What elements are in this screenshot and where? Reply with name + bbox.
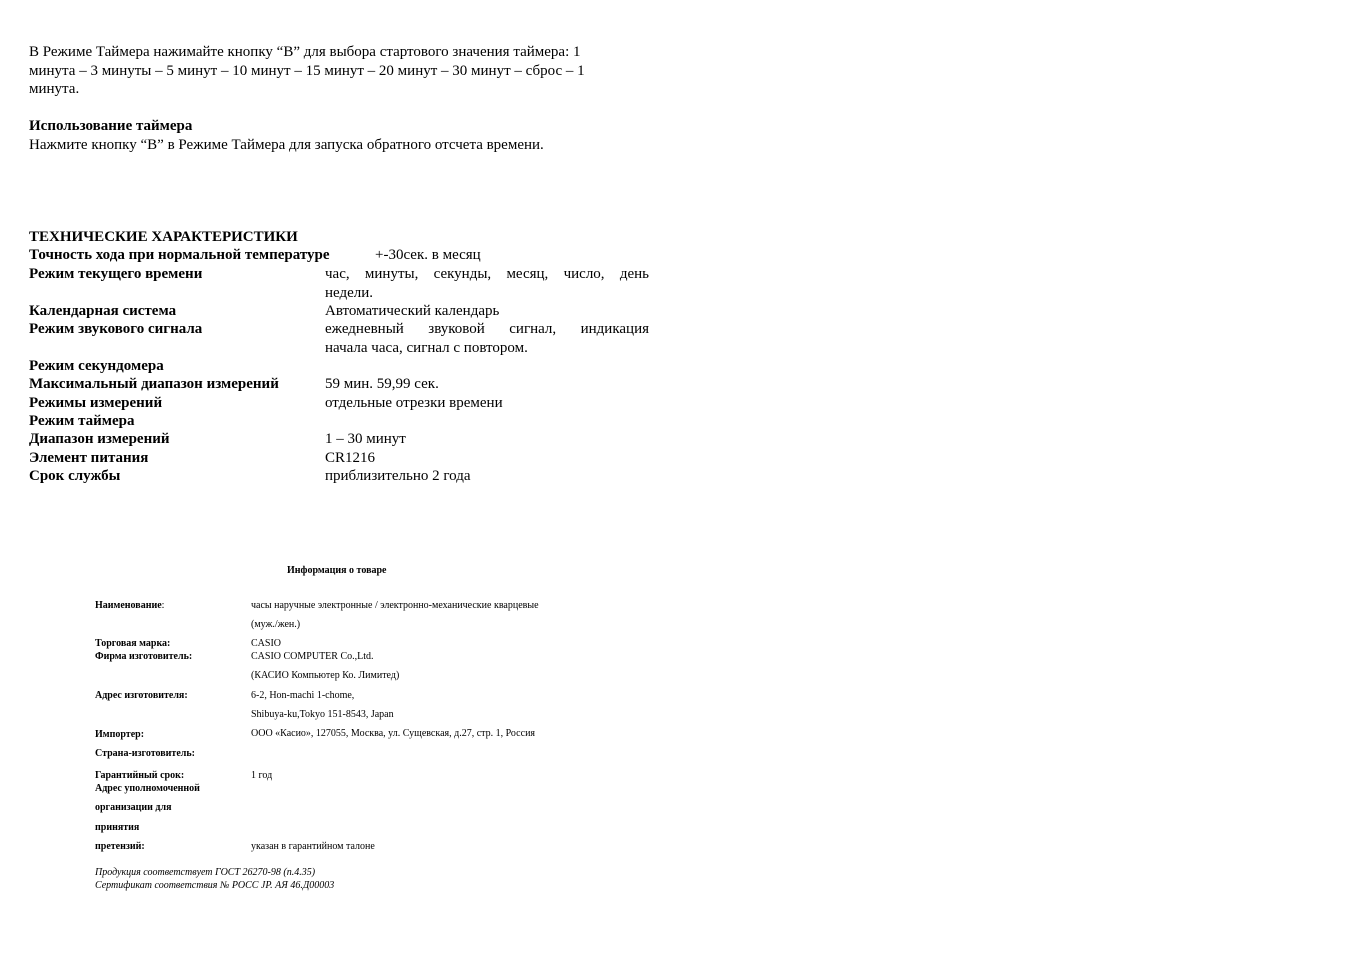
spec-label: Режим звукового сигнала [29, 321, 203, 337]
spec-value: отдельные отрезки времени [325, 395, 503, 411]
spec-value: ежедневный звуковой сигнал, индикация [325, 321, 649, 337]
intro-line-3: минута. [29, 81, 80, 97]
brand-label: Торговая марка: [95, 638, 171, 649]
warranty-value: 1 год [251, 770, 273, 781]
spec-accuracy-label: Точность хода при нормальной температуре [29, 247, 330, 263]
importer-label: Импортер: [95, 729, 145, 740]
claims-label: Адрес уполномоченной [95, 783, 200, 794]
maker-label: Фирма изготовитель: [95, 651, 193, 662]
spec-label: Календарная система [29, 303, 177, 319]
claims-label: принятия [95, 822, 140, 833]
certificate-note: Сертификат соответствия № РОСС JP. АЯ 46.Д00003 [95, 880, 335, 891]
spec-label: Диапазон измерений [29, 431, 170, 447]
address-value-cont: Shibuya-ku,Tokyo 151-8543, Japan [251, 709, 394, 720]
name-value-cont: (муж./жен.) [251, 619, 301, 630]
name-value: часы наручные электронные / электронно-механические кварцевые [251, 600, 539, 611]
name-label: Наименование: [95, 600, 165, 611]
specs-heading: ТЕХНИЧЕСКИЕ ХАРАКТЕРИСТИКИ [29, 229, 298, 245]
spec-label: Максимальный диапазон измерений [29, 376, 279, 392]
spec-value: CR1216 [325, 450, 376, 466]
claims-label: претензий: [95, 841, 145, 852]
claims-label: организации для [95, 802, 172, 813]
maker-value: CASIO COMPUTER Co.,Ltd. [251, 651, 374, 662]
claims-value: указан в гарантийном талоне [251, 841, 375, 852]
intro-line-2: минута – 3 минуты – 5 минут – 10 минут – 15 минут – 20 минут – 30 минут – сброс – 1 [29, 63, 585, 79]
spec-label: Элемент питания [29, 450, 149, 466]
spec-label: Режим текущего времени [29, 266, 203, 282]
country-label: Страна-изготовитель: [95, 748, 195, 759]
spec-value: Автоматический календарь [325, 303, 500, 319]
spec-label: Режимы измерений [29, 395, 163, 411]
brand-value: CASIO [251, 638, 282, 649]
usage-text: Нажмите кнопку “В” в Режиме Таймера для запуска обратного отсчета времени. [29, 137, 544, 153]
address-value: 6-2, Hon-machi 1-chome, [251, 690, 355, 701]
address-label: Адрес изготовителя: [95, 690, 188, 701]
usage-heading: Использование таймера [29, 118, 193, 134]
spec-value: 59 мин. 59,99 сек. [325, 376, 439, 392]
warranty-label: Гарантийный срок: [95, 770, 185, 781]
product-heading: Информация о товаре [287, 565, 387, 576]
spec-value: приблизительно 2 года [325, 468, 471, 484]
importer-value: ООО «Касио», 127055, Москва, ул. Сущевская, д.27, стр. 1, Россия [251, 728, 536, 739]
gost-note: Продукция соответствует ГОСТ 26270-98 (п.4.35) [95, 867, 316, 878]
spec-value: 1 – 30 минут [325, 431, 406, 447]
spec-label: Режим таймера [29, 413, 135, 429]
spec-label: Срок службы [29, 468, 121, 484]
spec-accuracy-value: +-30сек. в месяц [375, 247, 481, 263]
spec-value-cont: начала часа, сигнал с повтором. [325, 340, 528, 356]
intro-line-1: В Режиме Таймера нажимайте кнопку “В” для выбора стартового значения таймера: 1 [29, 44, 581, 60]
spec-value: час, минуты, секунды, месяц, число, день [325, 266, 649, 282]
spec-label: Режим секундомера [29, 358, 164, 374]
maker-value-cont: (КАСИО Компьютер Ко. Лимитед) [251, 670, 400, 681]
spec-value-cont: недели. [325, 285, 374, 301]
